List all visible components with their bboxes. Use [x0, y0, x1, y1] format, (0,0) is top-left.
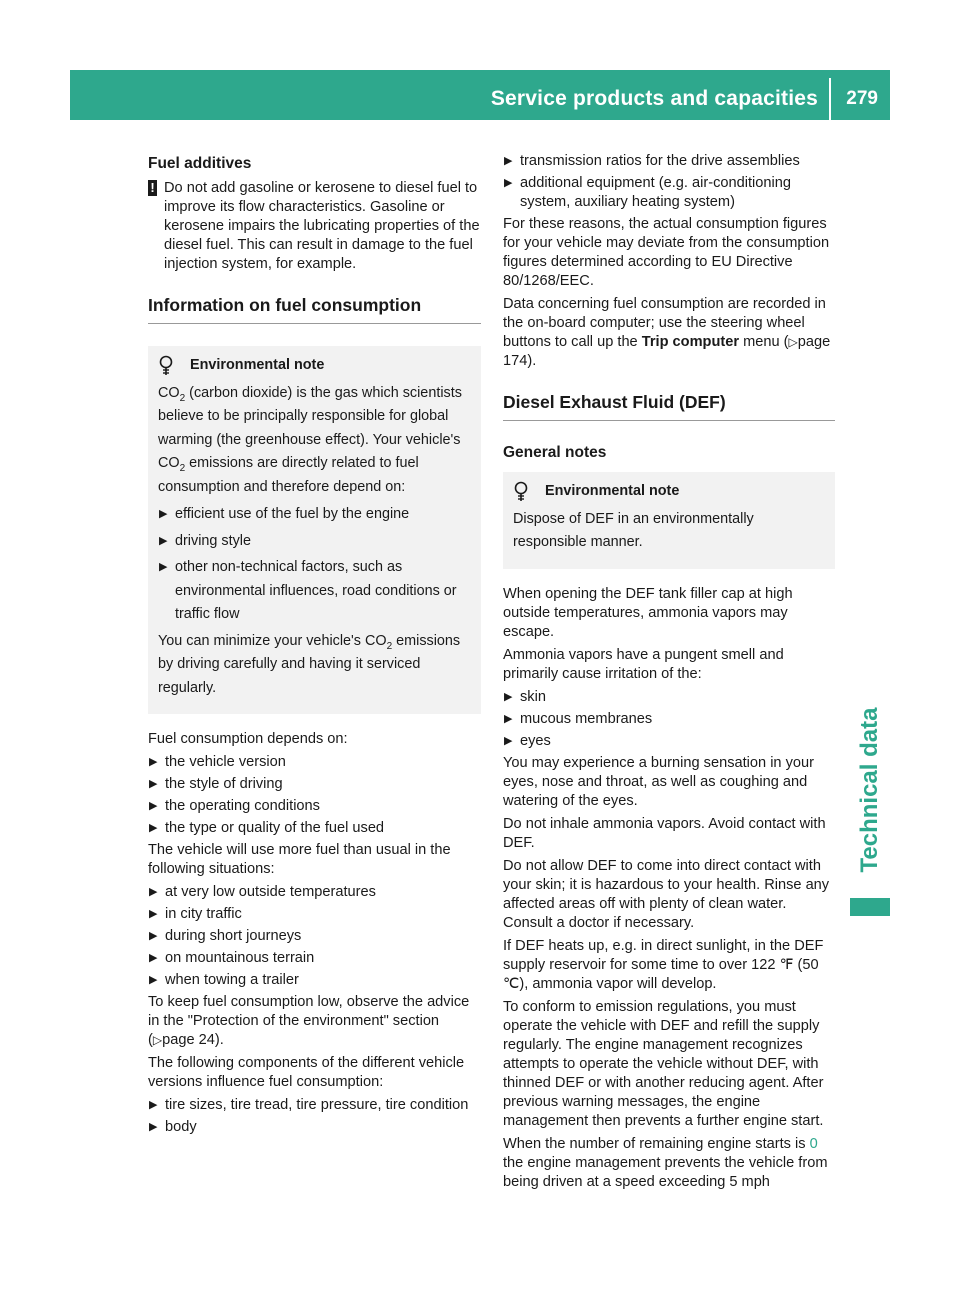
list-item: ▶ when towing a trailer: [149, 972, 299, 988]
page-header: [70, 70, 890, 120]
list-item: ▶ on mountainous terrain: [149, 950, 315, 966]
list-item: ▶ other non-technical factors, such as environmental influences, road conditions or traffic flow: [159, 559, 457, 622]
list-item: ▶ the vehicle version: [149, 754, 286, 770]
components-list-continued: [503, 152, 835, 212]
list-item: ▶ efficient use of the fuel by the engine: [159, 506, 410, 522]
environmental-note-title: Environmental note: [545, 483, 680, 499]
ammonia-paragraph: Ammonia vapors have a pungent smell and primarily cause irritation of the:: [503, 646, 784, 682]
list-item: ▶ skin: [504, 688, 546, 705]
list-item: ▶ at very low outside temperatures: [149, 884, 376, 900]
lightbulb-icon: [513, 481, 529, 503]
env-note-paragraph: Dispose of DEF in an environmentally responsible manner.: [513, 510, 754, 550]
header-divider: [829, 78, 831, 120]
page-number: 279: [846, 88, 878, 109]
components-intro: The following components of the different vehicle versions influence fuel consumption:: [148, 1055, 465, 1090]
trip-computer-menu-name: Trip computer: [641, 334, 740, 350]
chapter-tab-marker: [850, 898, 890, 916]
burning-paragraph: You may experience a burning sensation in your eyes, nose and throat, as well as coughing and watering of the eyes.: [503, 754, 814, 809]
list-item: ▶ the type or quality of the fuel used: [149, 820, 385, 836]
page-reference-icon: ▷: [152, 1033, 163, 1047]
more-fuel-list: [148, 883, 481, 990]
chapter-tab-label: Technical data: [856, 707, 883, 873]
list-item: ▶ the operating conditions: [149, 798, 320, 814]
list-item: ▶ in city traffic: [149, 906, 242, 922]
conform-paragraph: To conform to emission regulations, you must operate the vehicle with DEF and refill the supply regularly. The engine management recognizes attempts to operate the vehicle without DEF, with thinned DEF or with another reducing agent. After previous warning messages, the engine management then prevents a further engine start.: [503, 998, 824, 1129]
irritation-list: [503, 688, 835, 751]
list-item: ▶ body: [149, 1119, 197, 1135]
list-item: ▶ transmission ratios for the drive assemblies: [504, 153, 800, 169]
environmental-note-header: [158, 354, 471, 378]
chapter-tab[interactable]: [850, 690, 890, 890]
warning-text: Do not add gasoline or kerosene to diesel fuel to improve its flow characteristics. Gasoline or kerosene impairs the lubricating properties of the diesel fuel. This can result in damage to the fuel injection system, for example.: [164, 180, 480, 272]
more-fuel-intro: The vehicle will use more fuel than usual in the following situations:: [148, 842, 451, 877]
def-heading: Diesel Exhaust Fluid (DEF): [503, 393, 835, 421]
list-item: ▶ the style of driving: [149, 776, 283, 792]
environmental-note-title: Environmental note: [190, 357, 325, 373]
page-reference-icon: ▷: [788, 335, 798, 349]
lightbulb-icon: [158, 355, 174, 377]
display-digit: 0: [809, 1135, 818, 1152]
list-item: ▶ additional equipment (e.g. air-conditioning system, auxiliary heating system): [504, 175, 791, 210]
trip-computer-paragraph: Data concerning fuel consumption are recorded in the on-board computer; use the steering wheel buttons to call up the Trip computer menu (▷page 174).: [503, 296, 831, 369]
depends-intro: Fuel consumption depends on:: [148, 731, 348, 747]
page-link[interactable]: page 174: [503, 334, 831, 369]
environmental-note-box: [148, 346, 481, 714]
right-column: [503, 150, 835, 1196]
env-note-paragraph: You can minimize your vehicle's $CO_2$ emissions by driving carefully and having it serviced regularly.: [158, 632, 461, 696]
env-note-list: [158, 503, 471, 627]
page-link[interactable]: page 24: [162, 1032, 215, 1048]
environmental-note-box: [503, 472, 835, 569]
keep-low-paragraph: To keep fuel consumption low, observe the advice in the "Protection of the environment" section (▷page 24).: [148, 994, 470, 1048]
env-note-paragraph: $CO_2$ (carbon dioxide) is the gas which scientists believe to be principally responsible for global warming (the greenhouse effect). Your vehicle's $CO_2$ emissions are directly related to fuel consumption and therefore depend on:: [158, 384, 462, 495]
list-item: ▶ mucous membranes: [504, 710, 653, 727]
list-item: ▶ eyes: [504, 732, 551, 749]
list-item: ▶ driving style: [159, 532, 251, 549]
warning-icon: !: [148, 180, 157, 196]
inhale-paragraph: Do not inhale ammonia vapors. Avoid contact with DEF.: [503, 815, 826, 851]
list-item: ▶ during short journeys: [149, 928, 302, 944]
list-item: ▶ tire sizes, tire tread, tire pressure, tire condition: [149, 1097, 469, 1113]
skin-paragraph: Do not allow DEF to come into direct contact with your skin; it is hazardous to your health. Rinse any affected areas off with plenty of clean water. Consult a doctor if necessary.: [503, 857, 830, 931]
info-fuel-consumption-heading: Information on fuel consumption: [148, 296, 481, 324]
left-column: [148, 150, 481, 1140]
warning-note: [148, 179, 481, 274]
heats-paragraph: If DEF heats up, e.g. in direct sunlight, in the DEF supply reservoir for some time to over 122 ℉ (50 ℃), ammonia vapor will develop.: [503, 937, 824, 992]
environmental-note-header: [513, 480, 825, 504]
engine-starts-paragraph: When the number of remaining engine starts is 0 the engine management prevents the vehicle from being driven at a speed exceeding 5 mph: [503, 1135, 828, 1190]
reasons-paragraph: For these reasons, the actual consumption figures for your vehicle may deviate from the consumption figures determined according to EU Directive 80/1268/EEC.: [503, 216, 830, 289]
opening-paragraph: When opening the DEF tank filler cap at high outside temperatures, ammonia vapors may escape.: [503, 585, 793, 640]
fuel-additives-heading: Fuel additives: [148, 155, 252, 172]
section-title: Service products and capacities: [490, 87, 818, 110]
general-notes-heading: General notes: [503, 444, 607, 461]
components-list: [148, 1096, 481, 1137]
depends-list: [148, 753, 481, 838]
